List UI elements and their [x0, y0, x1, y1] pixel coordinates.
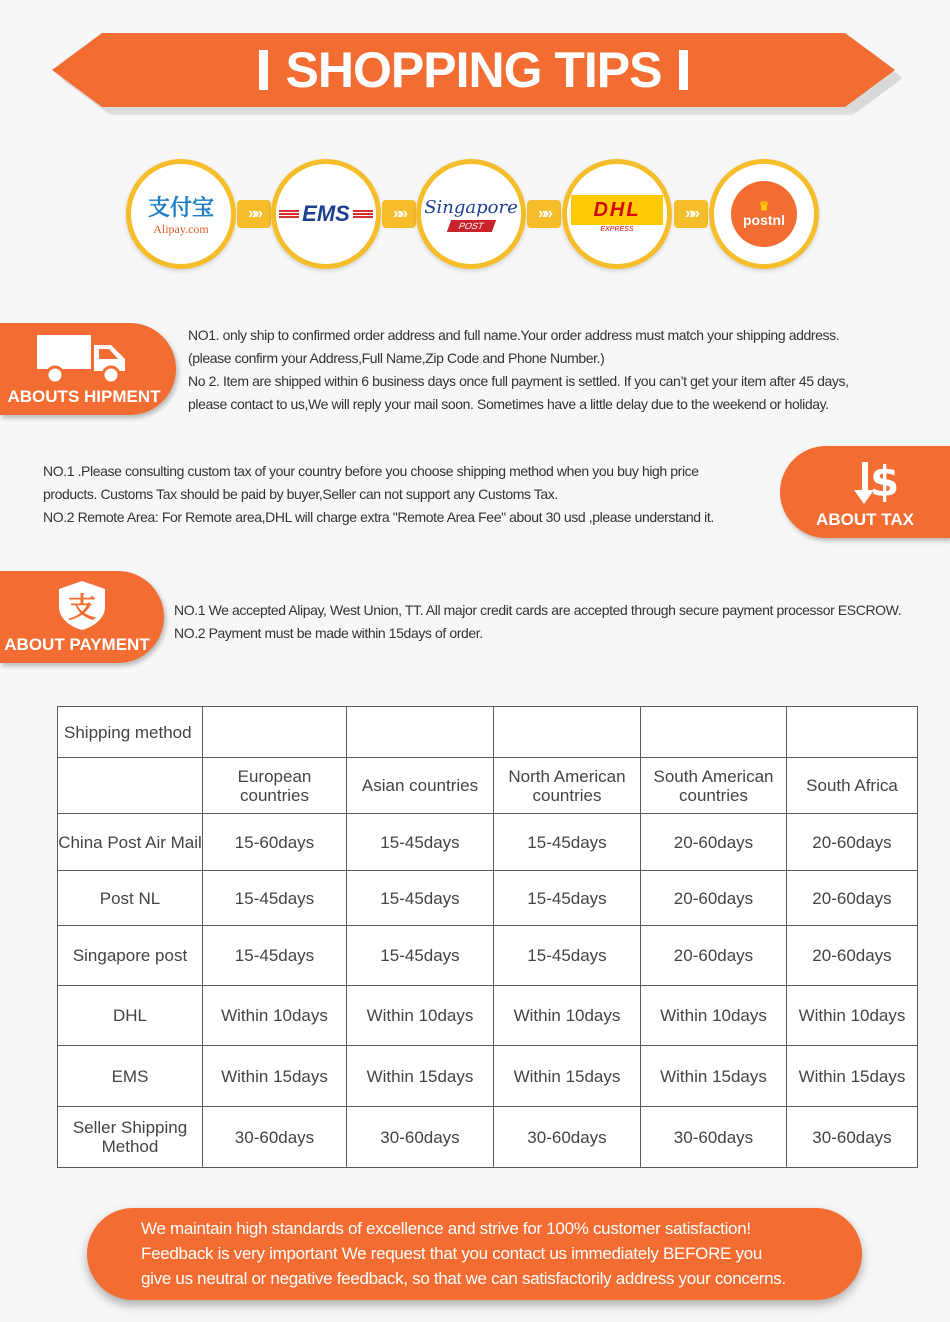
- table-cell: [203, 707, 347, 758]
- method-cell: DHL: [58, 986, 203, 1046]
- time-cell: 15-45days: [494, 814, 641, 871]
- time-cell: Within 15days: [347, 1046, 494, 1107]
- about-payment-tab: [0, 571, 164, 663]
- singapore-post-tag: POST: [447, 220, 496, 232]
- table-row: [58, 871, 918, 926]
- time-cell: 20-60days: [641, 871, 787, 926]
- dhl-logo-sub: EXPRESS: [600, 226, 634, 233]
- time-cell: 30-60days: [494, 1107, 641, 1168]
- truck-icon: [37, 333, 129, 385]
- time-cell: 20-60days: [641, 926, 787, 986]
- time-cell: 30-60days: [347, 1107, 494, 1168]
- method-cell: EMS: [58, 1046, 203, 1107]
- svg-text:$: $: [870, 457, 900, 506]
- singapore-post-logo: [416, 159, 526, 269]
- time-cell: 15-60days: [203, 814, 347, 871]
- footer-line: We maintain high standards of excellence and strive for 100% customer satisfaction!: [141, 1219, 751, 1238]
- ems-logo-text: EMS: [302, 201, 350, 226]
- table-row: [58, 1046, 918, 1107]
- time-cell: 15-45days: [203, 871, 347, 926]
- time-cell: Within 10days: [641, 986, 787, 1046]
- time-cell: Within 15days: [787, 1046, 918, 1107]
- table-row: [58, 986, 918, 1046]
- time-cell: 15-45days: [494, 871, 641, 926]
- arrow-icon: »»: [382, 200, 416, 228]
- time-cell: Within 10days: [203, 986, 347, 1046]
- shipment-text: [188, 324, 849, 416]
- footer-line: give us neutral or negative feedback, so that we can satisfactorily address your concerns.: [141, 1269, 786, 1288]
- region-header: North American countries: [494, 758, 641, 814]
- about-tax-tab: [780, 446, 950, 538]
- table-row: [58, 1107, 918, 1168]
- time-cell: 15-45days: [347, 926, 494, 986]
- table-cell: [787, 707, 918, 758]
- time-cell: 15-45days: [347, 814, 494, 871]
- method-cell: Post NL: [58, 871, 203, 926]
- dhl-logo: [562, 159, 672, 269]
- payment-line: NO.1 We accepted Alipay, West Union, TT. All major credit cards are accepted through secure payment processor ESCROW.: [174, 602, 902, 618]
- arrow-icon: »»: [527, 200, 561, 228]
- ems-stripes-icon: [279, 210, 299, 218]
- about-shipment-label: ABOUTS HIPMENT: [7, 387, 161, 406]
- tax-line: NO.1 .Please consulting custom tax of your country before you choose shipping method when you buy high price: [43, 463, 699, 479]
- time-cell: Within 15days: [494, 1046, 641, 1107]
- postnl-logo-text: postnl: [743, 212, 785, 228]
- method-cell: Singapore post: [58, 926, 203, 986]
- alipay-shield-icon: [55, 579, 109, 631]
- shipment-line: No 2. Item are shipped within 6 business days once full payment is settled. If you can’t get your item after 45 days,: [188, 373, 849, 389]
- page-title-text: SHOPPING TIPS: [285, 42, 662, 98]
- singapore-post-script: Singapore: [424, 196, 518, 218]
- method-cell: China Post Air Mail: [58, 814, 203, 871]
- table-row: [58, 926, 918, 986]
- svg-text:支: 支: [67, 591, 97, 624]
- table-region-row: [58, 758, 918, 814]
- method-cell: Seller Shipping Method: [58, 1107, 203, 1168]
- time-cell: Within 10days: [494, 986, 641, 1046]
- ems-logo: [271, 159, 381, 269]
- time-cell: 15-45days: [347, 871, 494, 926]
- time-cell: 20-60days: [641, 814, 787, 871]
- region-header: European countries: [203, 758, 347, 814]
- time-cell: 20-60days: [787, 871, 918, 926]
- region-header: South American countries: [641, 758, 787, 814]
- shipment-line: please contact to us,We will reply your mail soon. Sometimes have a little delay due to the weekend or holiday.: [188, 396, 829, 412]
- table-header-label: Shipping method: [58, 707, 203, 758]
- shipping-table: [57, 706, 918, 1168]
- ems-stripes-icon: [353, 210, 373, 218]
- time-cell: Within 10days: [347, 986, 494, 1046]
- alipay-logo-en: Alipay.com: [153, 222, 209, 236]
- table-cell: [58, 758, 203, 814]
- time-cell: 20-60days: [787, 926, 918, 986]
- tax-line: NO.2 Remote Area: For Remote area,DHL will charge extra "Remote Area Fee" about 30 usd ,please understand it.: [43, 509, 714, 525]
- time-cell: Within 15days: [203, 1046, 347, 1107]
- page-title: [52, 33, 895, 107]
- table-cell: [494, 707, 641, 758]
- table-cell: [641, 707, 787, 758]
- crown-icon: ♛: [758, 199, 770, 213]
- shipment-line: (please confirm your Address,Full Name,Zip Code and Phone Number.): [188, 350, 605, 366]
- time-cell: 30-60days: [787, 1107, 918, 1168]
- time-cell: 20-60days: [787, 814, 918, 871]
- postnl-badge: [731, 181, 797, 247]
- satisfaction-footer: [87, 1208, 862, 1300]
- title-bar-left: [259, 50, 268, 90]
- time-cell: Within 15days: [641, 1046, 787, 1107]
- arrow-icon: »»: [237, 200, 271, 228]
- table-cell: [347, 707, 494, 758]
- arrow-icon: »»: [674, 200, 708, 228]
- about-shipment-tab: [0, 323, 176, 415]
- region-header: Asian countries: [347, 758, 494, 814]
- alipay-logo: [126, 159, 236, 269]
- time-cell: 30-60days: [641, 1107, 787, 1168]
- about-tax-label: ABOUT TAX: [816, 510, 914, 529]
- tax-text: [43, 460, 714, 529]
- tax-line: products. Customs Tax should be paid by buyer,Seller can not support any Customs Tax.: [43, 486, 558, 502]
- time-cell: Within 10days: [787, 986, 918, 1046]
- time-cell: 15-45days: [203, 926, 347, 986]
- dollar-down-icon: [850, 452, 900, 508]
- alipay-logo-cn: 支付宝: [147, 195, 214, 221]
- table-header-row: [58, 707, 918, 758]
- time-cell: 30-60days: [203, 1107, 347, 1168]
- dhl-logo-text: DHL: [571, 195, 663, 225]
- about-payment-label: ABOUT PAYMENT: [4, 635, 150, 654]
- shipment-line: NO1. only ship to confirmed order address and full name.Your order address must match your shipping address.: [188, 327, 840, 343]
- postnl-logo: [709, 159, 819, 269]
- footer-line: Feedback is very important We request that you contact us immediately BEFORE you: [141, 1244, 763, 1263]
- table-row: [58, 814, 918, 871]
- title-bar-right: [679, 50, 688, 90]
- payment-line: NO.2 Payment must be made within 15days of order.: [174, 625, 483, 641]
- time-cell: 15-45days: [494, 926, 641, 986]
- payment-text: [174, 599, 901, 645]
- region-header: South Africa: [787, 758, 918, 814]
